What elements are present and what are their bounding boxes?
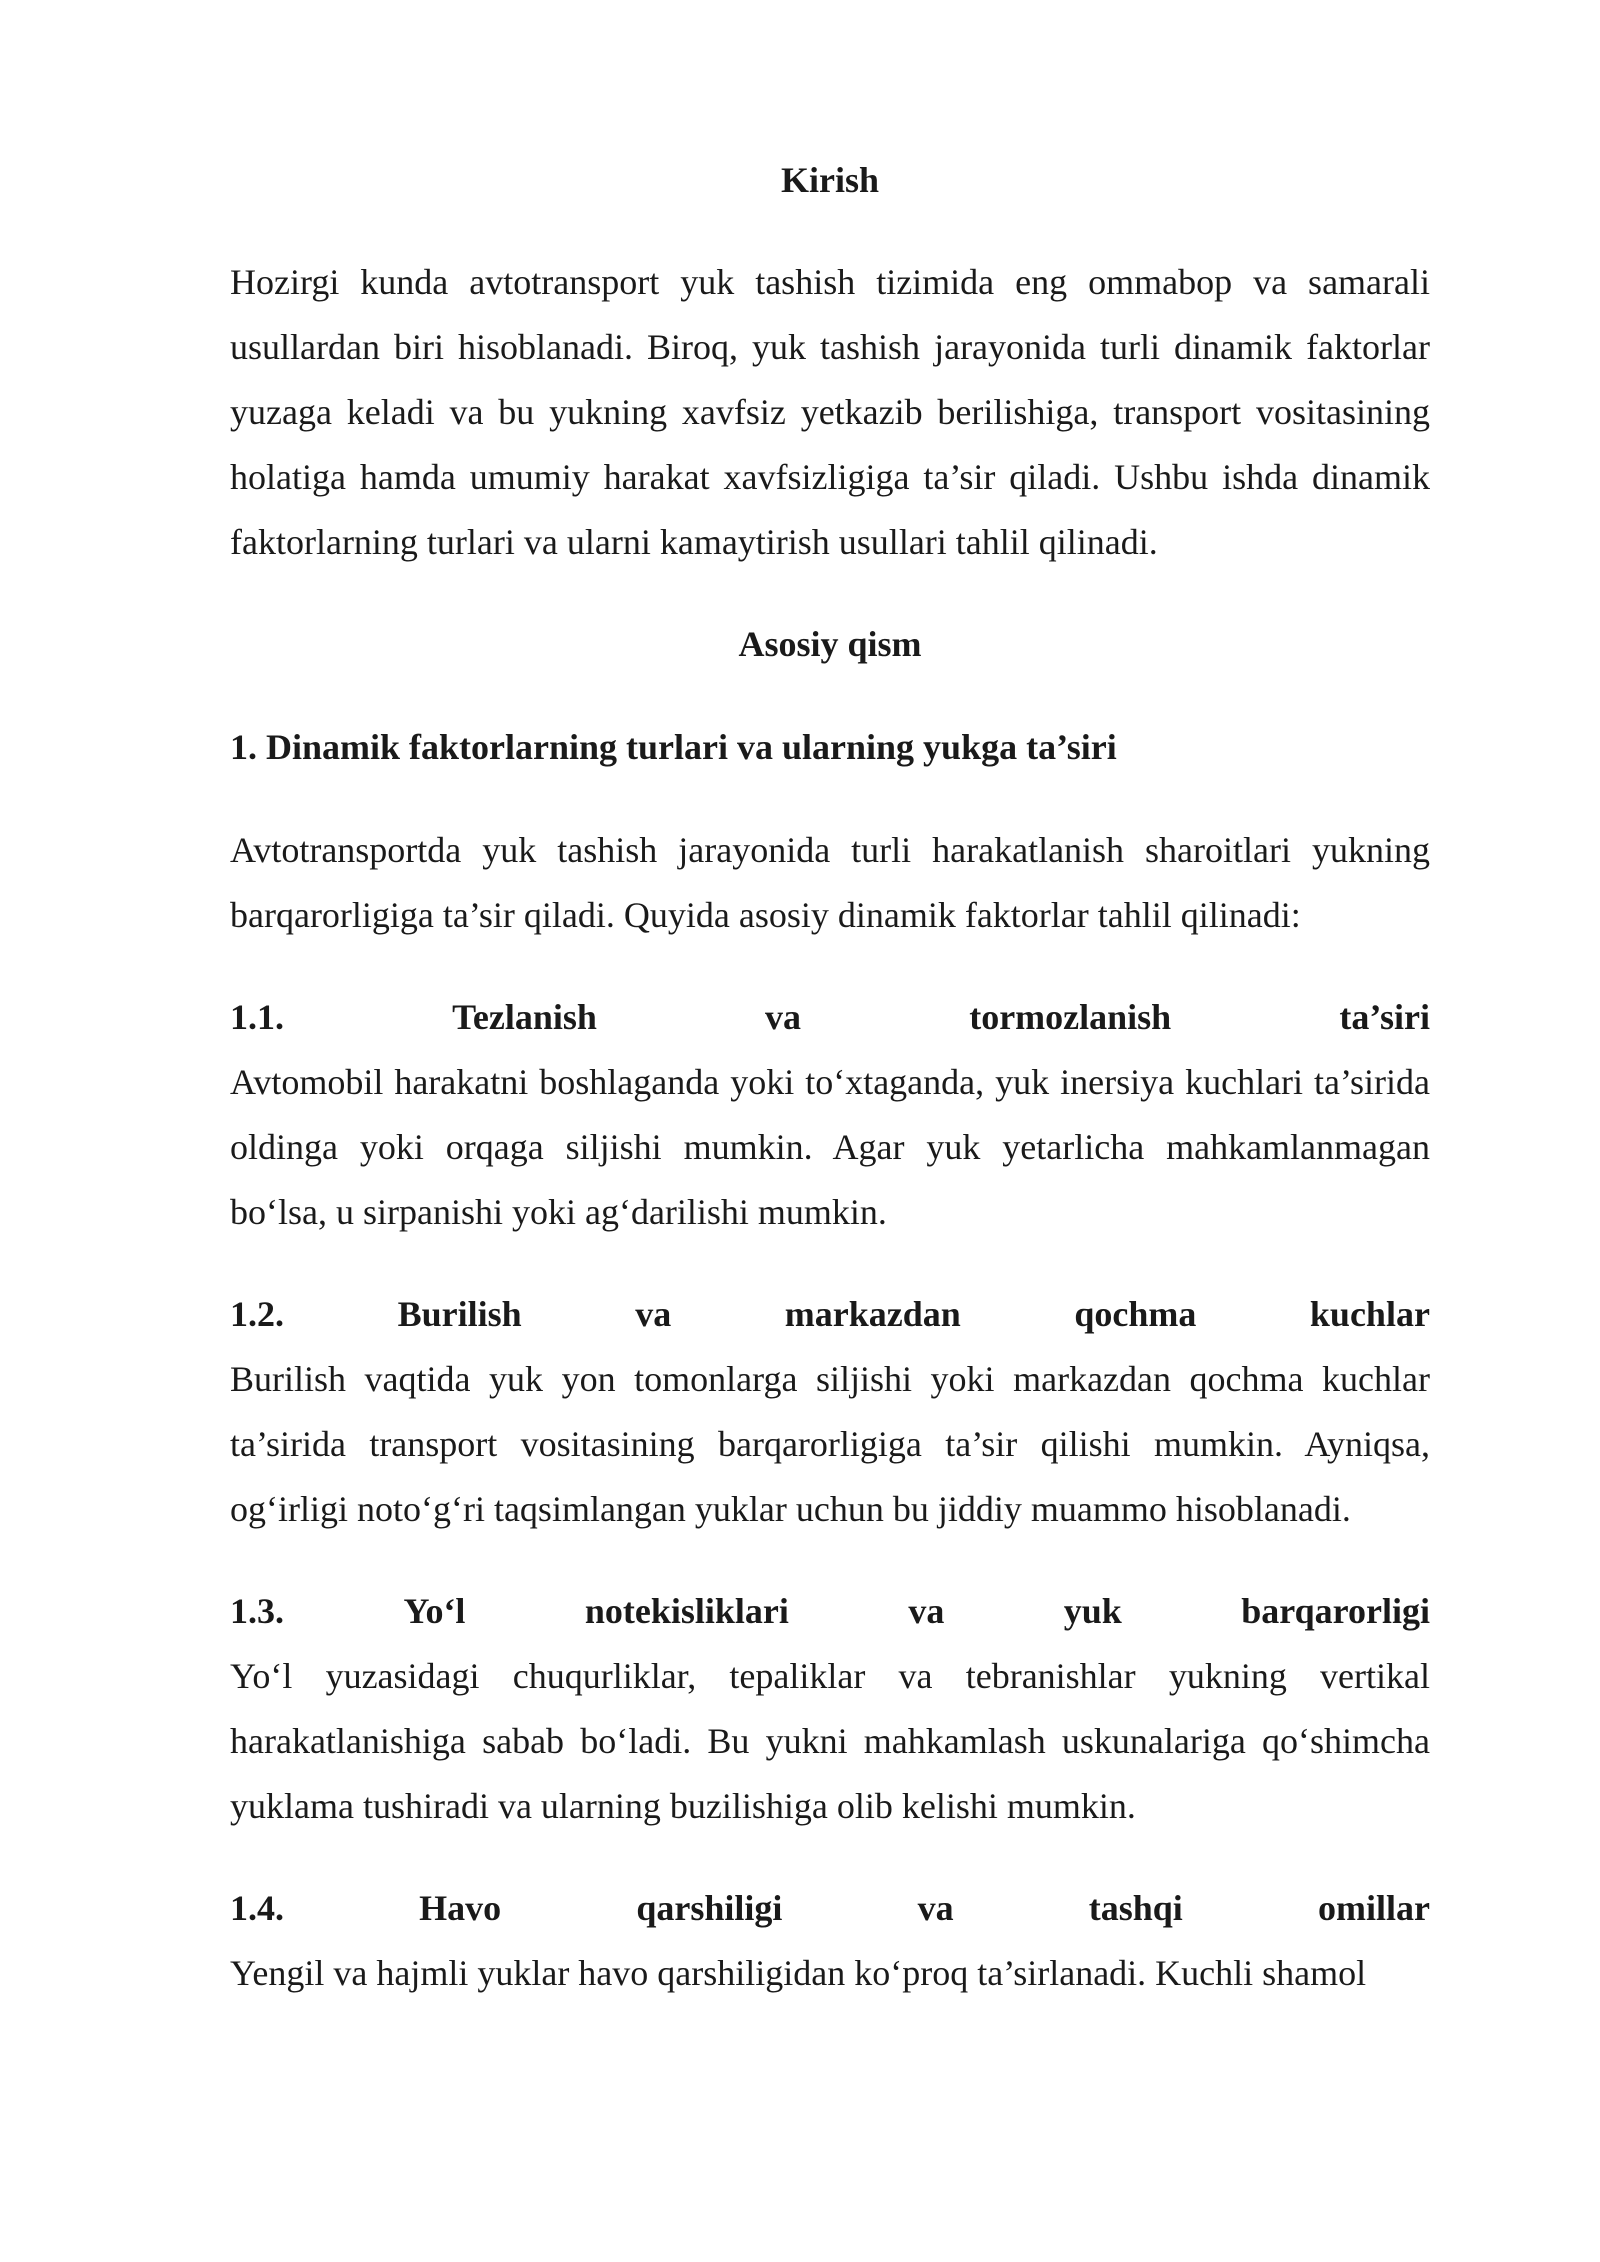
heading-word: notekisliklari [584, 1591, 789, 1631]
subsection-1-1-paragraph: Avtomobil harakatni boshlaganda yoki to‘xtaganda, yuk inersiya kuchlari ta’sirida oldinga yoki orqaga siljishi mumkin. Agar yuk yetarlicha mahkamlanmagan bo‘lsa, u sirpanishi yoki ag‘darilishi mumkin. [230, 1062, 1430, 1232]
heading-word: markazdan [784, 1294, 961, 1334]
heading-word: barqarorligi [1241, 1591, 1430, 1631]
main-part-heading: Asosiy qism [738, 624, 922, 664]
subsection-1-4-paragraph: Yengil va hajmli yuklar havo qarshiligidan ko‘proq ta’sirlanadi. Kuchli shamol [230, 1953, 1367, 1993]
heading-word: tashqi [1088, 1888, 1183, 1928]
subsection-number: 1.4. [230, 1888, 284, 1928]
subsection-number: 1.1. [230, 997, 284, 1037]
subsection-number: 1.2. [230, 1294, 284, 1334]
heading-word: yuk [1063, 1591, 1122, 1631]
heading-word: tormozlanish [969, 997, 1172, 1037]
heading-word: va [917, 1888, 954, 1928]
subsection-1-2-paragraph: Burilish vaqtida yuk yon tomonlarga siljishi yoki markazdan qochma kuchlar ta’sirida transport vositasining barqarorligiga ta’sir qilishi mumkin. Ayniqsa, og‘irligi noto‘g‘ri taqsimlangan yuklar uchun bu jiddiy muammo hisoblanadi. [230, 1359, 1430, 1529]
subsection-1-3-heading [230, 1579, 1430, 1644]
heading-word: Havo [419, 1888, 502, 1928]
document-page [230, 148, 1430, 2006]
heading-word: omillar [1317, 1888, 1430, 1928]
subsection-1-4-heading [230, 1876, 1430, 1941]
heading-word: qarshiligi [636, 1888, 783, 1928]
subsection-1-3-paragraph: Yo‘l yuzasidagi chuqurliklar, tepaliklar va tebranishlar yukning vertikal harakatlanishiga sabab bo‘ladi. Bu yukni mahkamlash uskunalariga qo‘shimcha yuklama tushiradi va ularning buzilishiga olib kelishi mumkin. [230, 1656, 1430, 1826]
heading-word: kuchlar [1309, 1294, 1430, 1334]
heading-word: ta’siri [1339, 997, 1430, 1037]
section-1-paragraph: Avtotransportda yuk tashish jarayonida turli harakatlanish sharoitlari yukning barqarorligiga ta’sir qiladi. Quyida asosiy dinamik faktorlar tahlil qilinadi: [230, 830, 1430, 935]
document-title: Kirish [780, 160, 879, 200]
heading-word: va [635, 1294, 672, 1334]
subsection-1-1-heading [230, 985, 1430, 1050]
heading-word: qochma [1074, 1294, 1197, 1334]
heading-word: Yo‘l [403, 1591, 466, 1631]
heading-word: Tezlanish [452, 997, 597, 1037]
heading-word: Burilish [397, 1294, 522, 1334]
subsection-number: 1.3. [230, 1591, 284, 1631]
heading-word: va [908, 1591, 945, 1631]
heading-word: va [765, 997, 802, 1037]
section-1-heading: 1. Dinamik faktorlarning turlari va ularning yukga ta’siri [230, 727, 1117, 767]
intro-paragraph: Hozirgi kunda avtotransport yuk tashish tizimida eng ommabop va samarali usullardan biri hisoblanadi. Biroq, yuk tashish jarayonida turli dinamik faktorlar yuzaga keladi va bu yukning xavfsiz yetkazib berilishiga, transport vositasining holatiga hamda umumiy harakat xavfsizligiga ta’sir qiladi. Ushbu ishda dinamik faktorlarning turlari va ularni kamaytirish usullari tahlil qilinadi. [230, 262, 1430, 562]
subsection-1-2-heading [230, 1282, 1430, 1347]
